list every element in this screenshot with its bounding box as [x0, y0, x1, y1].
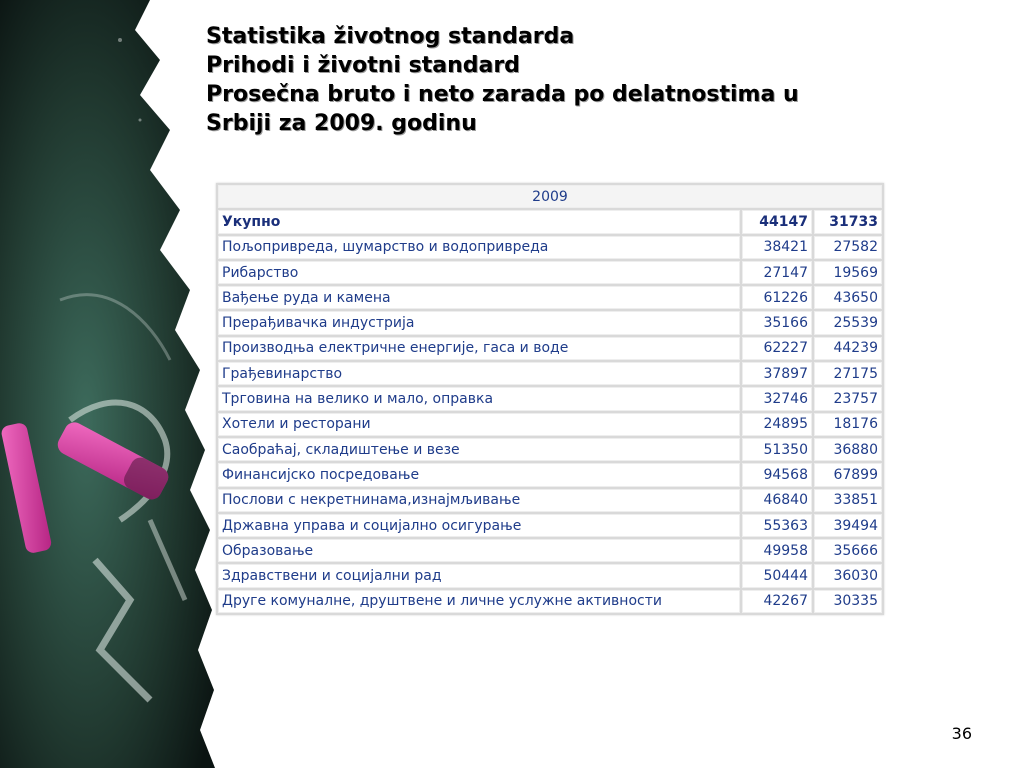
- total-neto: 31733: [814, 210, 882, 233]
- row-label: Хотели и ресторани: [218, 413, 740, 436]
- row-neto: 67899: [814, 463, 882, 486]
- title-line-1: Statistika životnog standarda: [206, 24, 575, 49]
- row-label: Прерађивачка индустрија: [218, 311, 740, 334]
- total-bruto: 44147: [742, 210, 812, 233]
- row-neto: 27582: [814, 236, 882, 259]
- row-label: Производња електричне енергије, гаса и воде: [218, 337, 740, 360]
- chalkboard-image: [0, 0, 215, 768]
- total-label: Укупно: [218, 210, 740, 233]
- table-row: [218, 438, 882, 461]
- table-row: [218, 311, 882, 334]
- row-neto: 36030: [814, 564, 882, 587]
- row-label: Здравствени и социјални рад: [218, 564, 740, 587]
- row-neto: 36880: [814, 438, 882, 461]
- row-bruto: 55363: [742, 514, 812, 537]
- row-label: Саобраћај, складиштење и везе: [218, 438, 740, 461]
- table-row: [218, 362, 882, 385]
- table-row: [218, 286, 882, 309]
- table-row-total: [218, 210, 882, 233]
- row-neto: 30335: [814, 590, 882, 613]
- row-label: Образовање: [218, 539, 740, 562]
- row-label: Државна управа и социјално осигурање: [218, 514, 740, 537]
- page-number: 36: [951, 724, 972, 743]
- table-header-row: [218, 185, 882, 208]
- row-label: Трговина на велико и мало, оправка: [218, 387, 740, 410]
- row-bruto: 27147: [742, 261, 812, 284]
- row-label: Грађевинарство: [218, 362, 740, 385]
- row-label: Друге комуналне, друштвене и личне услужне активности: [218, 590, 740, 613]
- row-bruto: 37897: [742, 362, 812, 385]
- row-bruto: 62227: [742, 337, 812, 360]
- title-line-2: Prihodi i životni standard: [206, 53, 520, 78]
- row-bruto: 61226: [742, 286, 812, 309]
- row-label: Финансијско посредовање: [218, 463, 740, 486]
- row-neto: 35666: [814, 539, 882, 562]
- row-neto: 39494: [814, 514, 882, 537]
- table-row: [218, 261, 882, 284]
- row-neto: 33851: [814, 489, 882, 512]
- year-header: 2009: [218, 185, 882, 208]
- salary-table-grid: [216, 183, 884, 615]
- row-label: Послови с некретнинама,изнајмљивање: [218, 489, 740, 512]
- salary-table: [216, 183, 884, 615]
- table-row: [218, 413, 882, 436]
- row-label: Пољопривреда, шумарство и водопривреда: [218, 236, 740, 259]
- row-label: Вађење руда и камена: [218, 286, 740, 309]
- row-neto: 23757: [814, 387, 882, 410]
- row-bruto: 46840: [742, 489, 812, 512]
- row-bruto: 94568: [742, 463, 812, 486]
- table-row: [218, 564, 882, 587]
- title-line-3: Prosečna bruto i neto zarada po delatnostima u: [206, 82, 799, 107]
- row-bruto: 32746: [742, 387, 812, 410]
- table-row: [218, 387, 882, 410]
- row-neto: 19569: [814, 261, 882, 284]
- slide-title: [206, 22, 906, 138]
- row-bruto: 51350: [742, 438, 812, 461]
- title-line-4: Srbiji za 2009. godinu: [206, 111, 477, 136]
- table-row: [218, 463, 882, 486]
- row-neto: 18176: [814, 413, 882, 436]
- row-neto: 43650: [814, 286, 882, 309]
- table-row: [218, 337, 882, 360]
- row-bruto: 49958: [742, 539, 812, 562]
- table-row: [218, 539, 882, 562]
- table-row: [218, 236, 882, 259]
- row-neto: 27175: [814, 362, 882, 385]
- row-neto: 25539: [814, 311, 882, 334]
- table-row: [218, 590, 882, 613]
- row-bruto: 38421: [742, 236, 812, 259]
- table-row: [218, 489, 882, 512]
- row-label: Рибарство: [218, 261, 740, 284]
- row-bruto: 42267: [742, 590, 812, 613]
- chalkboard-decoration: [0, 0, 215, 768]
- row-bruto: 24895: [742, 413, 812, 436]
- table-row: [218, 514, 882, 537]
- row-neto: 44239: [814, 337, 882, 360]
- row-bruto: 50444: [742, 564, 812, 587]
- row-bruto: 35166: [742, 311, 812, 334]
